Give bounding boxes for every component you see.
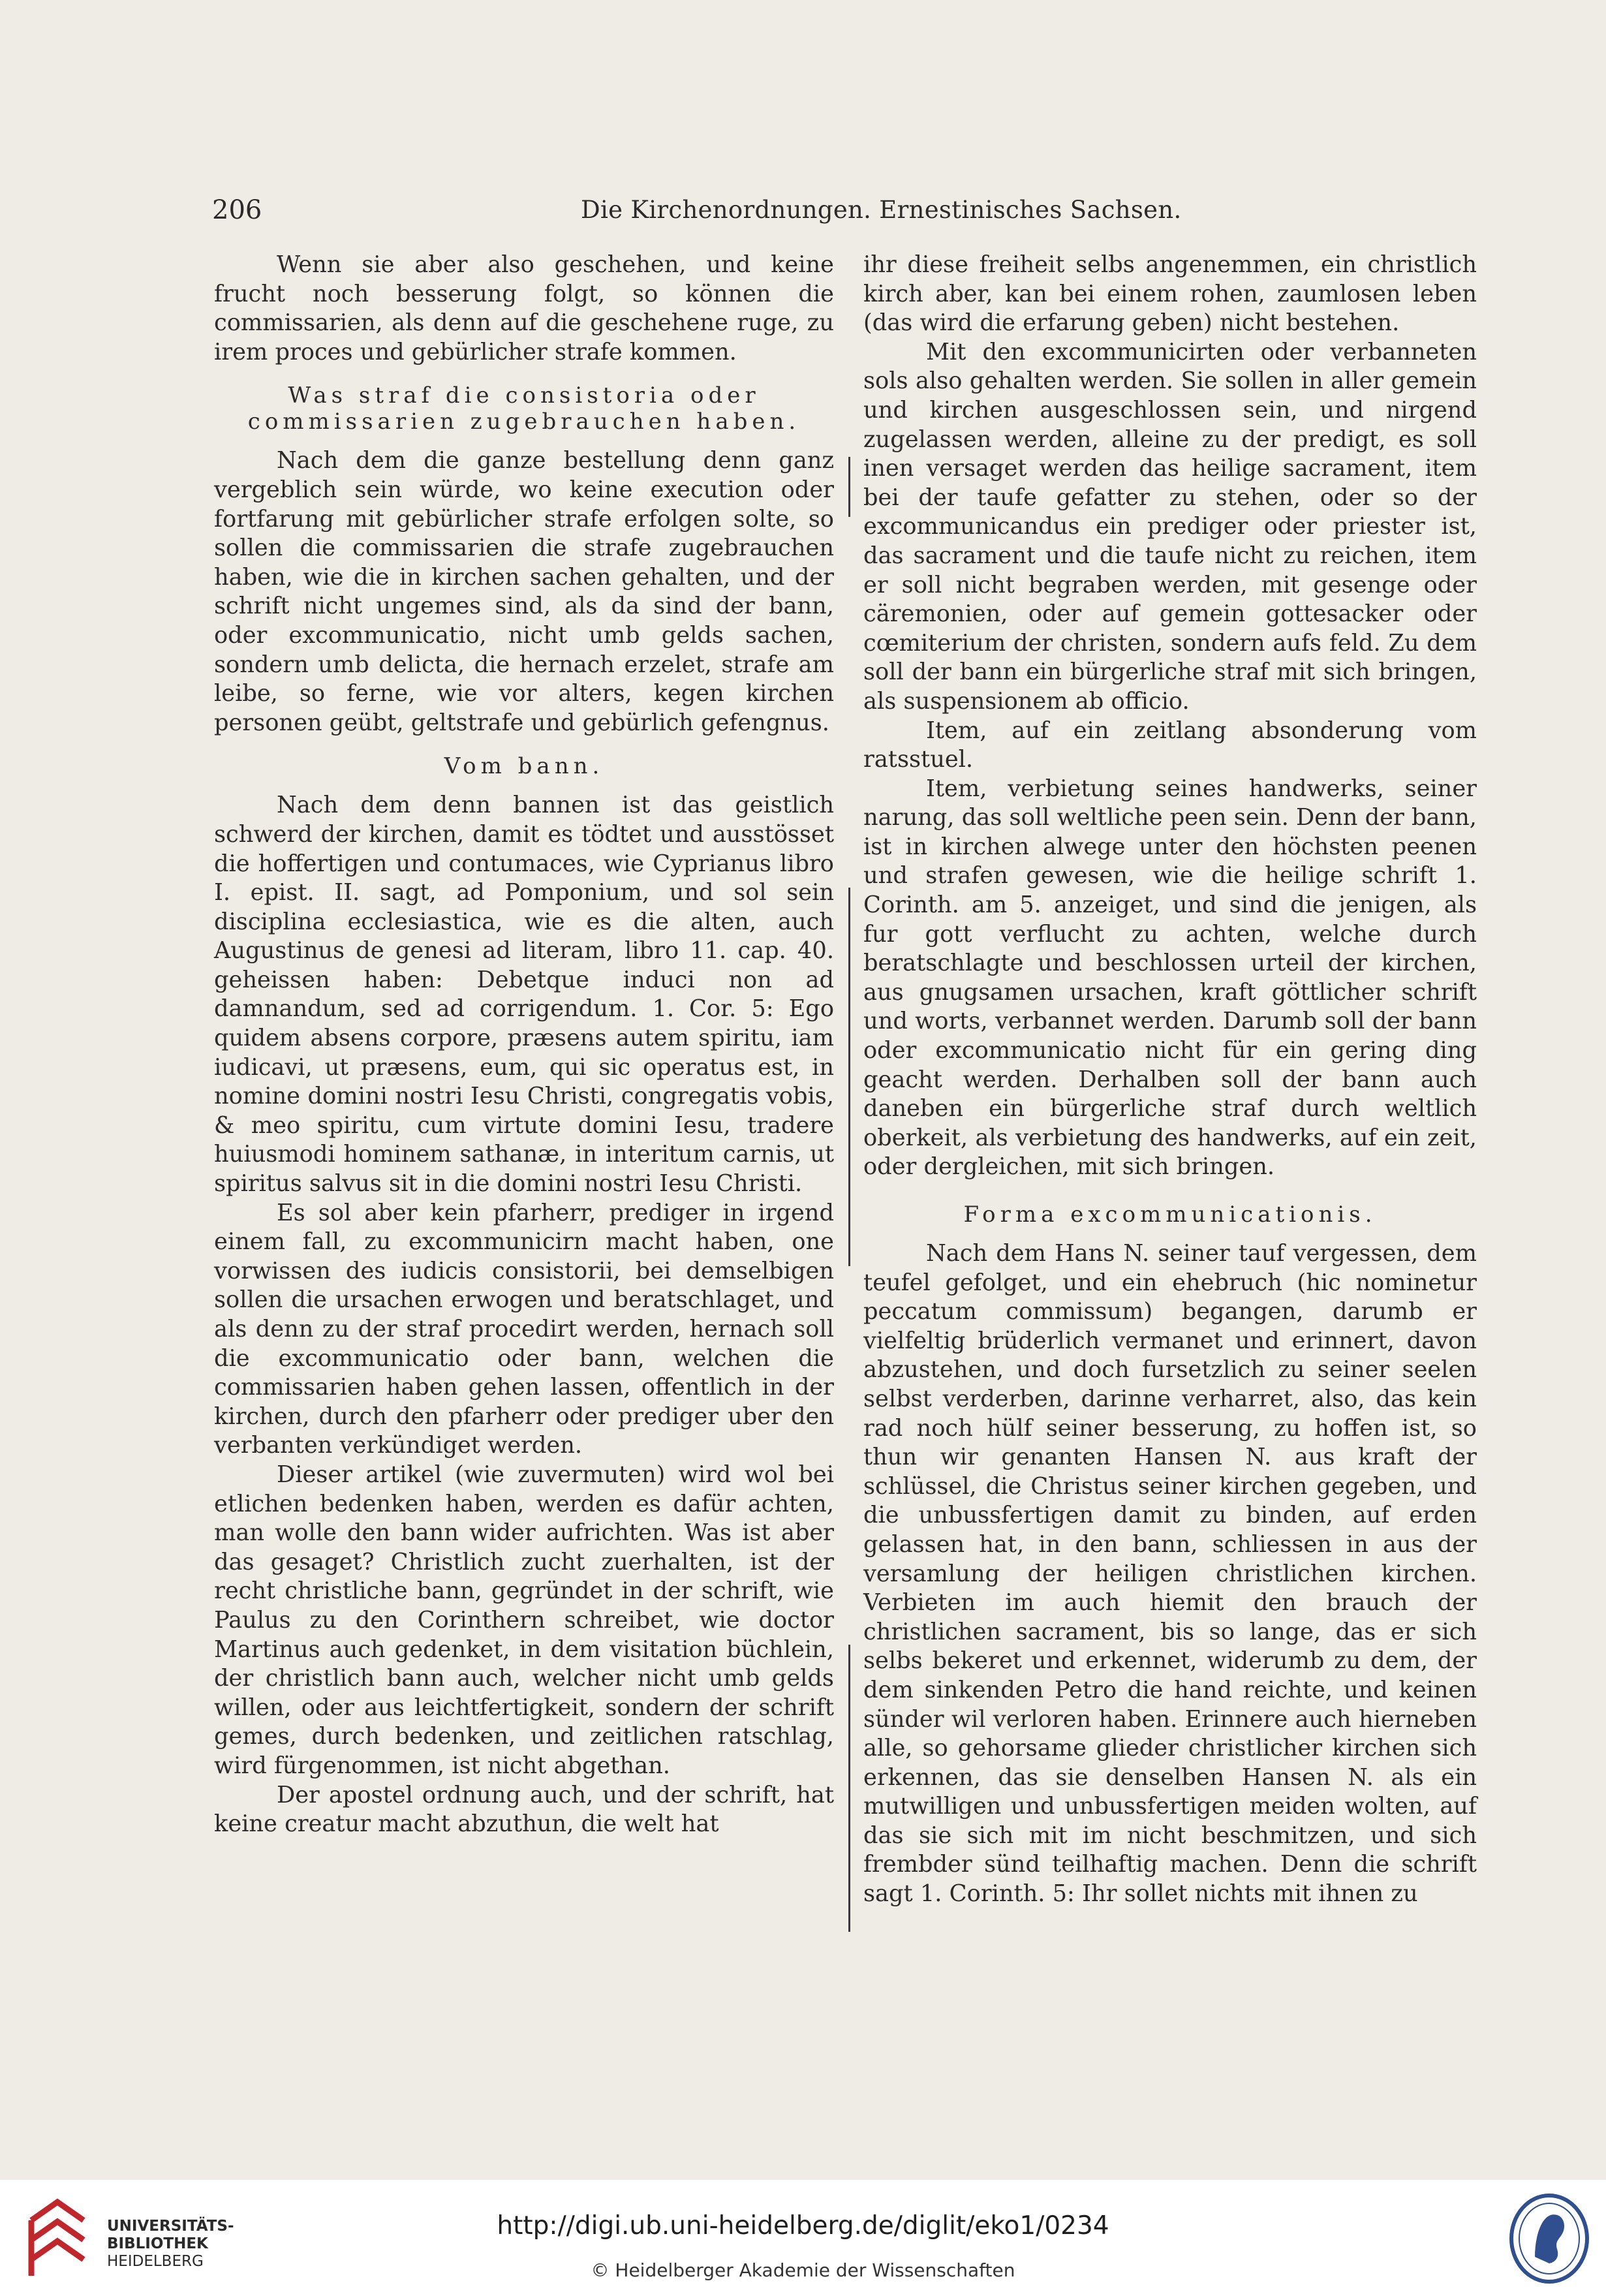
paragraph: Nach dem die ganze bestellung denn ganz vergeblich sein würde, wo keine execution oder fortfarung mit gebürlicher strafe erfolgen solte, so sollen die commissarien die strafe zugebrauchen haben, wie die in kirchen sachen gehalten, und der schrift nicht ungemes sind, als da sind der bann, oder excommunicatio, nicht umb gelds sachen, sondern umb delicta, die hernach erzelet, strafe am leibe, so ferne, wie vor alters, kegen kirchen personen geübt, geltstrafe und gebürlich gefengnus. bbox=[214, 447, 834, 736]
column-divider bbox=[848, 1645, 850, 1932]
page-number: 206 bbox=[212, 195, 262, 225]
section-heading: Was straf die consistoria oder commissarien zugebrauchen haben. bbox=[247, 382, 801, 435]
paragraph: Item, verbietung seines handwerks, seiner narung, das soll weltliche peen sein. Denn der bann, ist in kirchen alwege unter den höchsten peenen und strafen gewesen, wie die heilige schrift 1. Corinth. am 5. anzeiget, und sind die jenigen, als fur gott verflucht zu achten, welche durch beratschlagte und beschlossen urteil der kirchen, aus gnugsamen ursachen, kraft göttlicher schrift und worts, verbannet werden. Darumb soll der bann oder excommunicatio nicht für ein gering ding geacht werden. Derhalben soll der bann auch daneben ein bürgerliche straf durch weltlich oberkeit, als verbietung des handwerks, auf ein zeit, oder dergleichen, mit sich bringen. bbox=[863, 775, 1477, 1181]
page-header bbox=[212, 191, 1406, 230]
right-column bbox=[863, 251, 1477, 1909]
paragraph: Nach dem denn bannen ist das geistlich schwerd der kirchen, damit es tödtet und ausstösset die hoffertigen und contumaces, wie Cyprianus libro I. epist. II. sagt, ad Pomponium, und sol sein disciplina ecclesiastica, wie es die alten, auch Augustinus de genesi ad literam, libro 11. cap. 40. geheissen haben: Debetque induci non ad damnandum, sed ad corrigendum. 1. Cor. 5: Ego quidem absens corpore, præsens autem spiritu, iam iudicavi, ut præsens, eum, qui sic operatus est, in nomine domini nostri Iesu Christi, congregatis vobis, & meo spiritu, cum virtute domini Iesu, tradere huiusmodi hominem sathanæ, in interitum carnis, ut spiritus salvus sit in die domini nostri Iesu Christi. bbox=[214, 792, 834, 1198]
section-heading: Vom bann. bbox=[444, 753, 604, 780]
paragraph: Item, auf ein zeitlang absonderung vom ratsstuel. bbox=[863, 717, 1477, 773]
paragraph: Der apostel ordnung auch, und der schrift, hat keine creatur macht abzuthun, die welt hat bbox=[214, 1781, 834, 1838]
column-divider bbox=[848, 888, 850, 1266]
column-divider bbox=[848, 457, 850, 517]
paragraph: Es sol aber kein pfarherr, prediger in irgend einem fall, zu excommunicirn macht haben, one vorwissen des iudicis consistorii, bei demselbigen sollen die ursachen erwogen und beratschlaget, und als denn zu der straf procedirt werden, hernach soll die excommunicatio oder bann, welchen die commissarien haben gehen lassen, offentlich in der kirchen, durch den pfarherr oder prediger uber den verbanten verkündiget werden. bbox=[214, 1199, 834, 1459]
permalink-url[interactable]: http://digi.ub.uni-heidelberg.de/diglit/eko1/0234 bbox=[497, 2211, 1109, 2241]
running-title: Die Kirchenordnungen. Ernestinisches Sachsen. bbox=[581, 196, 1182, 224]
library-name: UNIVERSITÄTS- BIBLIOTHEK HEIDELBERG bbox=[107, 2218, 234, 2270]
digitization-footer bbox=[0, 2180, 1606, 2296]
academy-seal-icon bbox=[1509, 2193, 1590, 2284]
paragraph: Wenn sie aber also geschehen, und keine frucht noch besserung folgt, so können die commissarien, als denn auf die geschehene ruge, zu irem proces und gebürlicher strafe kommen. bbox=[214, 251, 834, 365]
paragraph: Mit den excommunicirten oder verbanneten sols also gehalten werden. Sie sollen in aller gemein und kirchen ausgeschlossen sein, und nirgend zugelassen werden, alleine zu der predigt, es soll inen versaget werden das heilige sacrament, item bei der taufe gefatter zu stehen, oder so der excommunicandus ein prediger oder priester ist, das sacrament und die taufe nicht zu reichen, item er soll nicht begraben werden, mit gesenge oder cäremonien, oder auf gemein gottesacker oder cœmiterium der christen, sondern aufs feld. Zu dem soll der bann ein bürgerliche straf mit sich bringen, als suspensionem ab officio. bbox=[863, 338, 1477, 715]
copyright-notice: © Heidelberger Akademie der Wissenschaften bbox=[591, 2259, 1015, 2281]
section-heading: Forma excommunicationis. bbox=[963, 1202, 1377, 1228]
paragraph: Dieser artikel (wie zuvermuten) wird wol bei etlichen bedenken haben, werden es dafür achten, man wolle den bann wider aufrichten. Was ist aber das gesaget? Christlich zucht zuerhalten, ist der recht christliche bann, gegründet in der schrift, wie Paulus zu den Corinthern schreibet, wie doctor Martinus auch gedenket, in dem visitation büchlein, der christlich bann auch, welcher nicht umb gelds willen, oder aus leichtfertigkeit, sondern der schrift gemes, durch bedenken, und zeitlichen ratschlag, wird fürgenommen, ist nicht abgethan. bbox=[214, 1461, 834, 1779]
left-column bbox=[214, 251, 834, 1839]
paragraph: ihr diese freiheit selbs angenemmen, ein christlich kirch aber, kan bei einem rohen, zaumlosen leben (das wird die erfarung geben) nicht bestehen. bbox=[863, 251, 1477, 337]
paragraph: Nach dem Hans N. seiner tauf vergessen, dem teufel gefolget, und ein ehebruch (hic nominetur peccatum commissum) begangen, darumb er vielfeltig brüderlich vermanet und erinnert, davon abzustehen, und doch fursetzlich zu seiner seelen selbst verderben, darinne verharret, also, das kein rad noch hülf seiner besserung, zu hoffen ist, so thun wir genanten Hansen N. aus kraft der schlüssel, die Christus seiner kirchen gegeben, und die unbussfertigen damit zu binden, auf erden gelassen hat, in den bann, schliessen in aus der versamlung der heiligen christlichen kirchen. Verbieten im auch hiemit den brauch der christlichen sacrament, bis so lange, das er sich selbs bekeret und erkennet, widerumb zu dem, der dem sinkenden Petro die hand reichte, und keinen sünder wil verloren haben. Erinnere auch hierneben alle, so gehorsame glieder christlicher kirchen sich erkennen, das sie denselben Hansen N. als ein mutwilligen und unbussfertigen meiden wolten, auf das sie sich mit im nicht beschmitzen, und sich frembder sünd teilhaftig machen. Denn die schrift sagt 1. Corinth. 5: Ihr sollet nichts mit ihnen zu bbox=[863, 1240, 1477, 1908]
